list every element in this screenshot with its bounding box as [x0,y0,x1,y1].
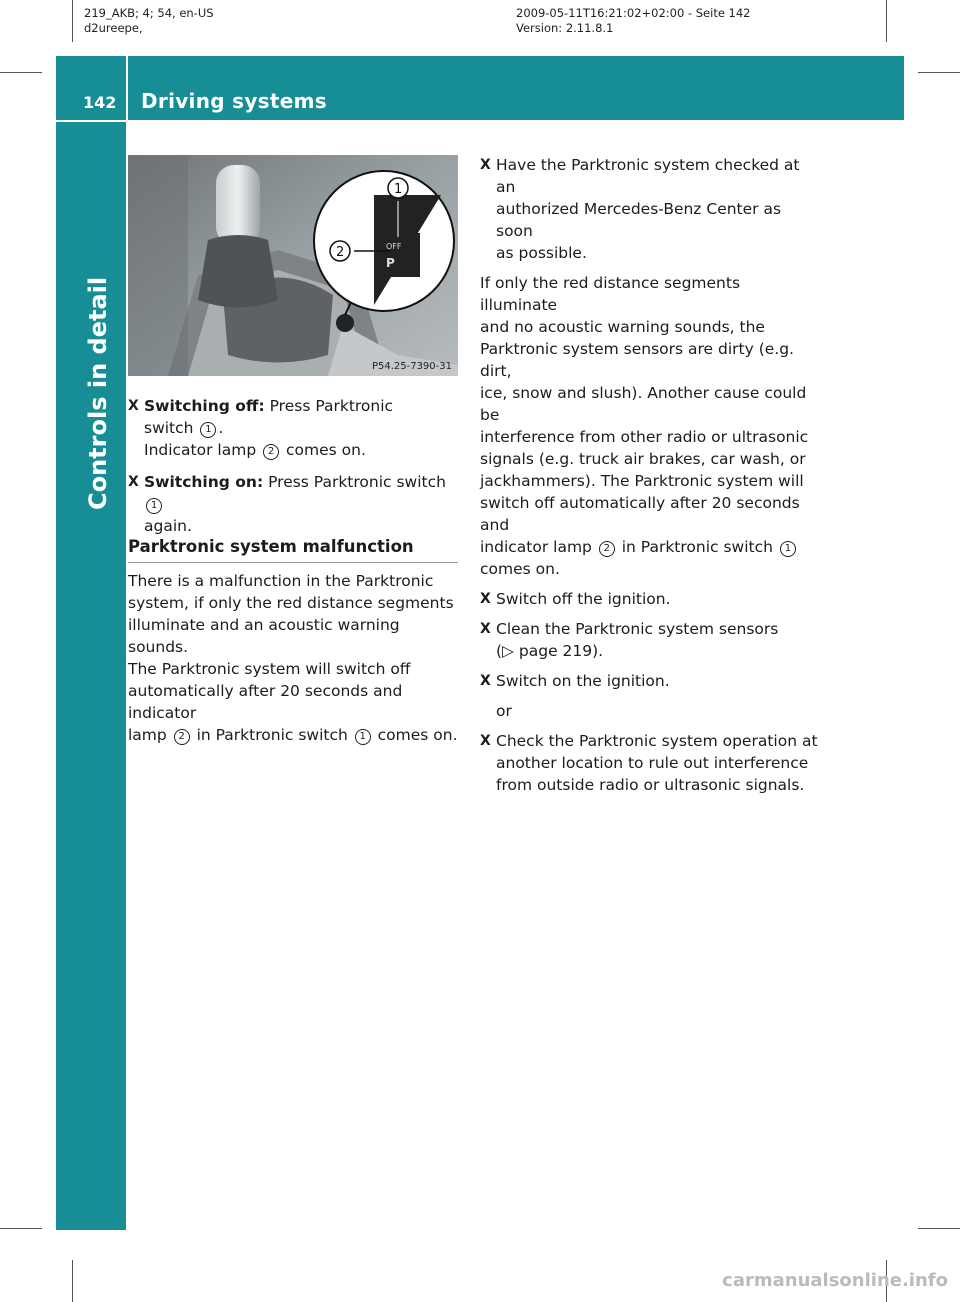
crop-mark [918,1228,960,1229]
spacer [480,722,820,730]
paragraph-line: interference from other radio or ultrasonic [480,428,809,446]
section-heading: Parktronic system malfunction [128,537,414,556]
step-label: Switching off: [144,397,265,415]
or-label: or [496,702,512,720]
step-text: authorized Mercedes-Benz Center as soon [496,200,782,240]
crop-mark [0,72,42,73]
spacer [480,692,820,700]
step-arrow-icon: X [128,474,139,490]
svg-text:OFF: OFF [386,242,402,251]
step-text: Press Parktronic [264,397,394,415]
crop-mark [72,0,73,42]
left-column [128,395,462,537]
side-tab-label: Controls in detail [84,276,112,510]
text: indicator lamp [480,538,597,556]
text: in Parktronic switch [616,538,778,556]
paragraph-line: signals (e.g. truck air brakes, car wash, or [480,450,806,468]
spacer [128,461,462,471]
paragraph-line: The Parktronic system will switch off [128,660,411,678]
step-text: Press Parktronic switch [263,473,446,491]
step-arrow-icon: X [480,673,491,689]
spacer [480,264,820,272]
watermark: carmanualsonline.info [722,1270,948,1291]
paragraph-line: switch off automatically after 20 seconds and [480,494,800,534]
step-text: again. [144,517,192,535]
page-reference: (▷ page 219). [496,642,604,660]
step-text: Switch on the ignition. [496,672,670,690]
page-title: Driving systems [141,89,327,113]
step-arrow-icon: X [480,591,491,607]
meta-line: 219_AKB; 4; 54, en-US [84,6,214,20]
step-text: Indicator lamp [144,441,262,459]
text: lamp [128,726,172,744]
step-arrow-icon: X [480,157,491,173]
paragraph-line: Parktronic system sensors are dirty (e.g. dirt, [480,340,794,380]
paragraph-line [128,724,462,746]
callout-2: 2 [336,245,345,260]
parktronic-switch-photo [128,155,458,376]
paragraph-line: and no acoustic warning sounds, the [480,318,765,336]
callout-1-icon: 1 [780,541,796,557]
car-interior-illustration [128,155,458,376]
instruction-step [480,154,820,264]
paragraph-line: system, if only the red distance segments [128,594,454,612]
text: comes on. [372,726,458,744]
step-text: switch [144,419,199,437]
callout-1-icon: 1 [146,498,162,514]
spacer [480,610,820,618]
instruction-step [480,670,820,692]
svg-text:P: P [386,256,395,270]
crop-mark [72,1260,73,1302]
callout-1: 1 [394,182,403,197]
callout-1-icon: 1 [355,729,371,745]
meta-line: d2ureepe, [84,21,143,35]
meta-line: Version: 2.11.8.1 [516,21,614,35]
crop-mark [886,0,887,42]
step-text: another location to rule out interference [496,754,809,772]
print-meta-right [516,6,751,36]
callout-1-icon: 1 [200,422,216,438]
paragraph-line: illuminate and an acoustic warning sounds. [128,616,400,656]
step-text: Have the Parktronic system checked at an [496,156,800,196]
instruction-step [480,618,820,662]
crop-mark [918,72,960,73]
paragraph-line [480,536,820,558]
paragraph-line: ice, snow and slush). Another cause could be [480,384,807,424]
step-text: comes on. [281,441,366,459]
spacer [480,662,820,670]
print-meta-left [84,6,214,36]
text: in Parktronic switch [191,726,353,744]
paragraph-line: jackhammers). The Parktronic system will [480,472,804,490]
callout-2-icon: 2 [174,729,190,745]
step-text: Switch off the ignition. [496,590,671,608]
paragraph-line: If only the red distance segments illuminate [480,274,741,314]
figure-code: P54.25-7390-31 [371,361,452,372]
step-text: Clean the Parktronic system sensors [496,620,779,638]
step-arrow-icon: X [128,398,139,414]
paragraph-line: comes on. [480,560,560,578]
step-arrow-icon: X [480,621,491,637]
page-number: 142 [83,93,117,112]
step-arrow-icon: X [480,733,491,749]
step-label: Switching on: [144,473,264,491]
meta-line: 2009-05-11T16:21:02+02:00 - Seite 142 [516,6,751,20]
crop-mark [0,1228,42,1229]
spacer [480,580,820,588]
section-divider [128,562,458,563]
step-text: as possible. [496,244,587,262]
paragraph-line: automatically after 20 seconds and indicator [128,682,403,722]
callout-2-icon: 2 [599,541,615,557]
step-text: Check the Parktronic system operation at [496,732,818,750]
paragraph-line: There is a malfunction in the Parktronic [128,572,434,590]
instruction-step [128,395,462,461]
malfunction-paragraph [128,570,462,746]
right-column [480,154,820,796]
callout-2-icon: 2 [263,444,279,460]
instruction-step [480,588,820,610]
step-text: from outside radio or ultrasonic signals. [496,776,805,794]
instruction-step [128,471,462,537]
step-text: . [218,419,224,437]
instruction-step [480,730,820,796]
